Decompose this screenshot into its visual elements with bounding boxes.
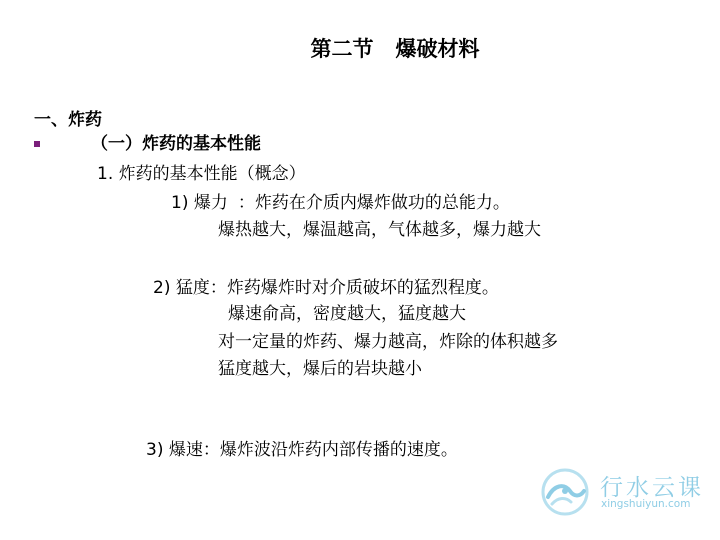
def-blast-power-term: 1) 爆力 — [171, 193, 228, 213]
heading-basic-properties: （一）炸药的基本性能 — [91, 134, 261, 154]
note-brisance-2: 对一定量的炸药、爆力越高，炸除的体积越多 — [218, 332, 558, 352]
def-detonation-velocity — [146, 442, 458, 459]
note-brisance-3: 猛度越大，爆后的岩块越小 — [218, 359, 422, 379]
watermark-logo — [540, 467, 705, 517]
def-blast-power-text: ：炸药在介质内爆炸做功的总能力。 — [237, 193, 510, 213]
def-detonation-velocity-term: 3) 爆速 — [146, 440, 203, 460]
def-blast-power — [171, 195, 510, 212]
square-bullet-icon — [34, 141, 40, 147]
title-section: 第二节 — [310, 37, 374, 61]
note-blast-power: 爆热越大，爆温越高，气体越多，爆力越大 — [218, 220, 541, 240]
watermark-name: 行水云课 — [600, 475, 704, 501]
def-brisance-text: ：炸药爆炸时对介质破坏的猛烈程度。 — [209, 278, 499, 298]
heading-explosives: 一、炸药 — [34, 110, 102, 130]
note-brisance-1: 爆速俞高，密度越大，猛度越大 — [228, 304, 466, 324]
wave-circle-logo-icon — [540, 467, 590, 517]
def-brisance — [153, 280, 499, 297]
title-topic: 爆破材料 — [395, 37, 480, 61]
def-detonation-velocity-text: ：爆炸波沿炸药内部传播的速度。 — [202, 440, 458, 460]
watermark-url: xingshuiyun.com — [601, 498, 691, 510]
slide-title — [0, 39, 720, 60]
item-basic-properties-concept: 1. 炸药的基本性能（概念） — [97, 164, 306, 184]
def-brisance-term: 2) 猛度 — [153, 278, 210, 298]
